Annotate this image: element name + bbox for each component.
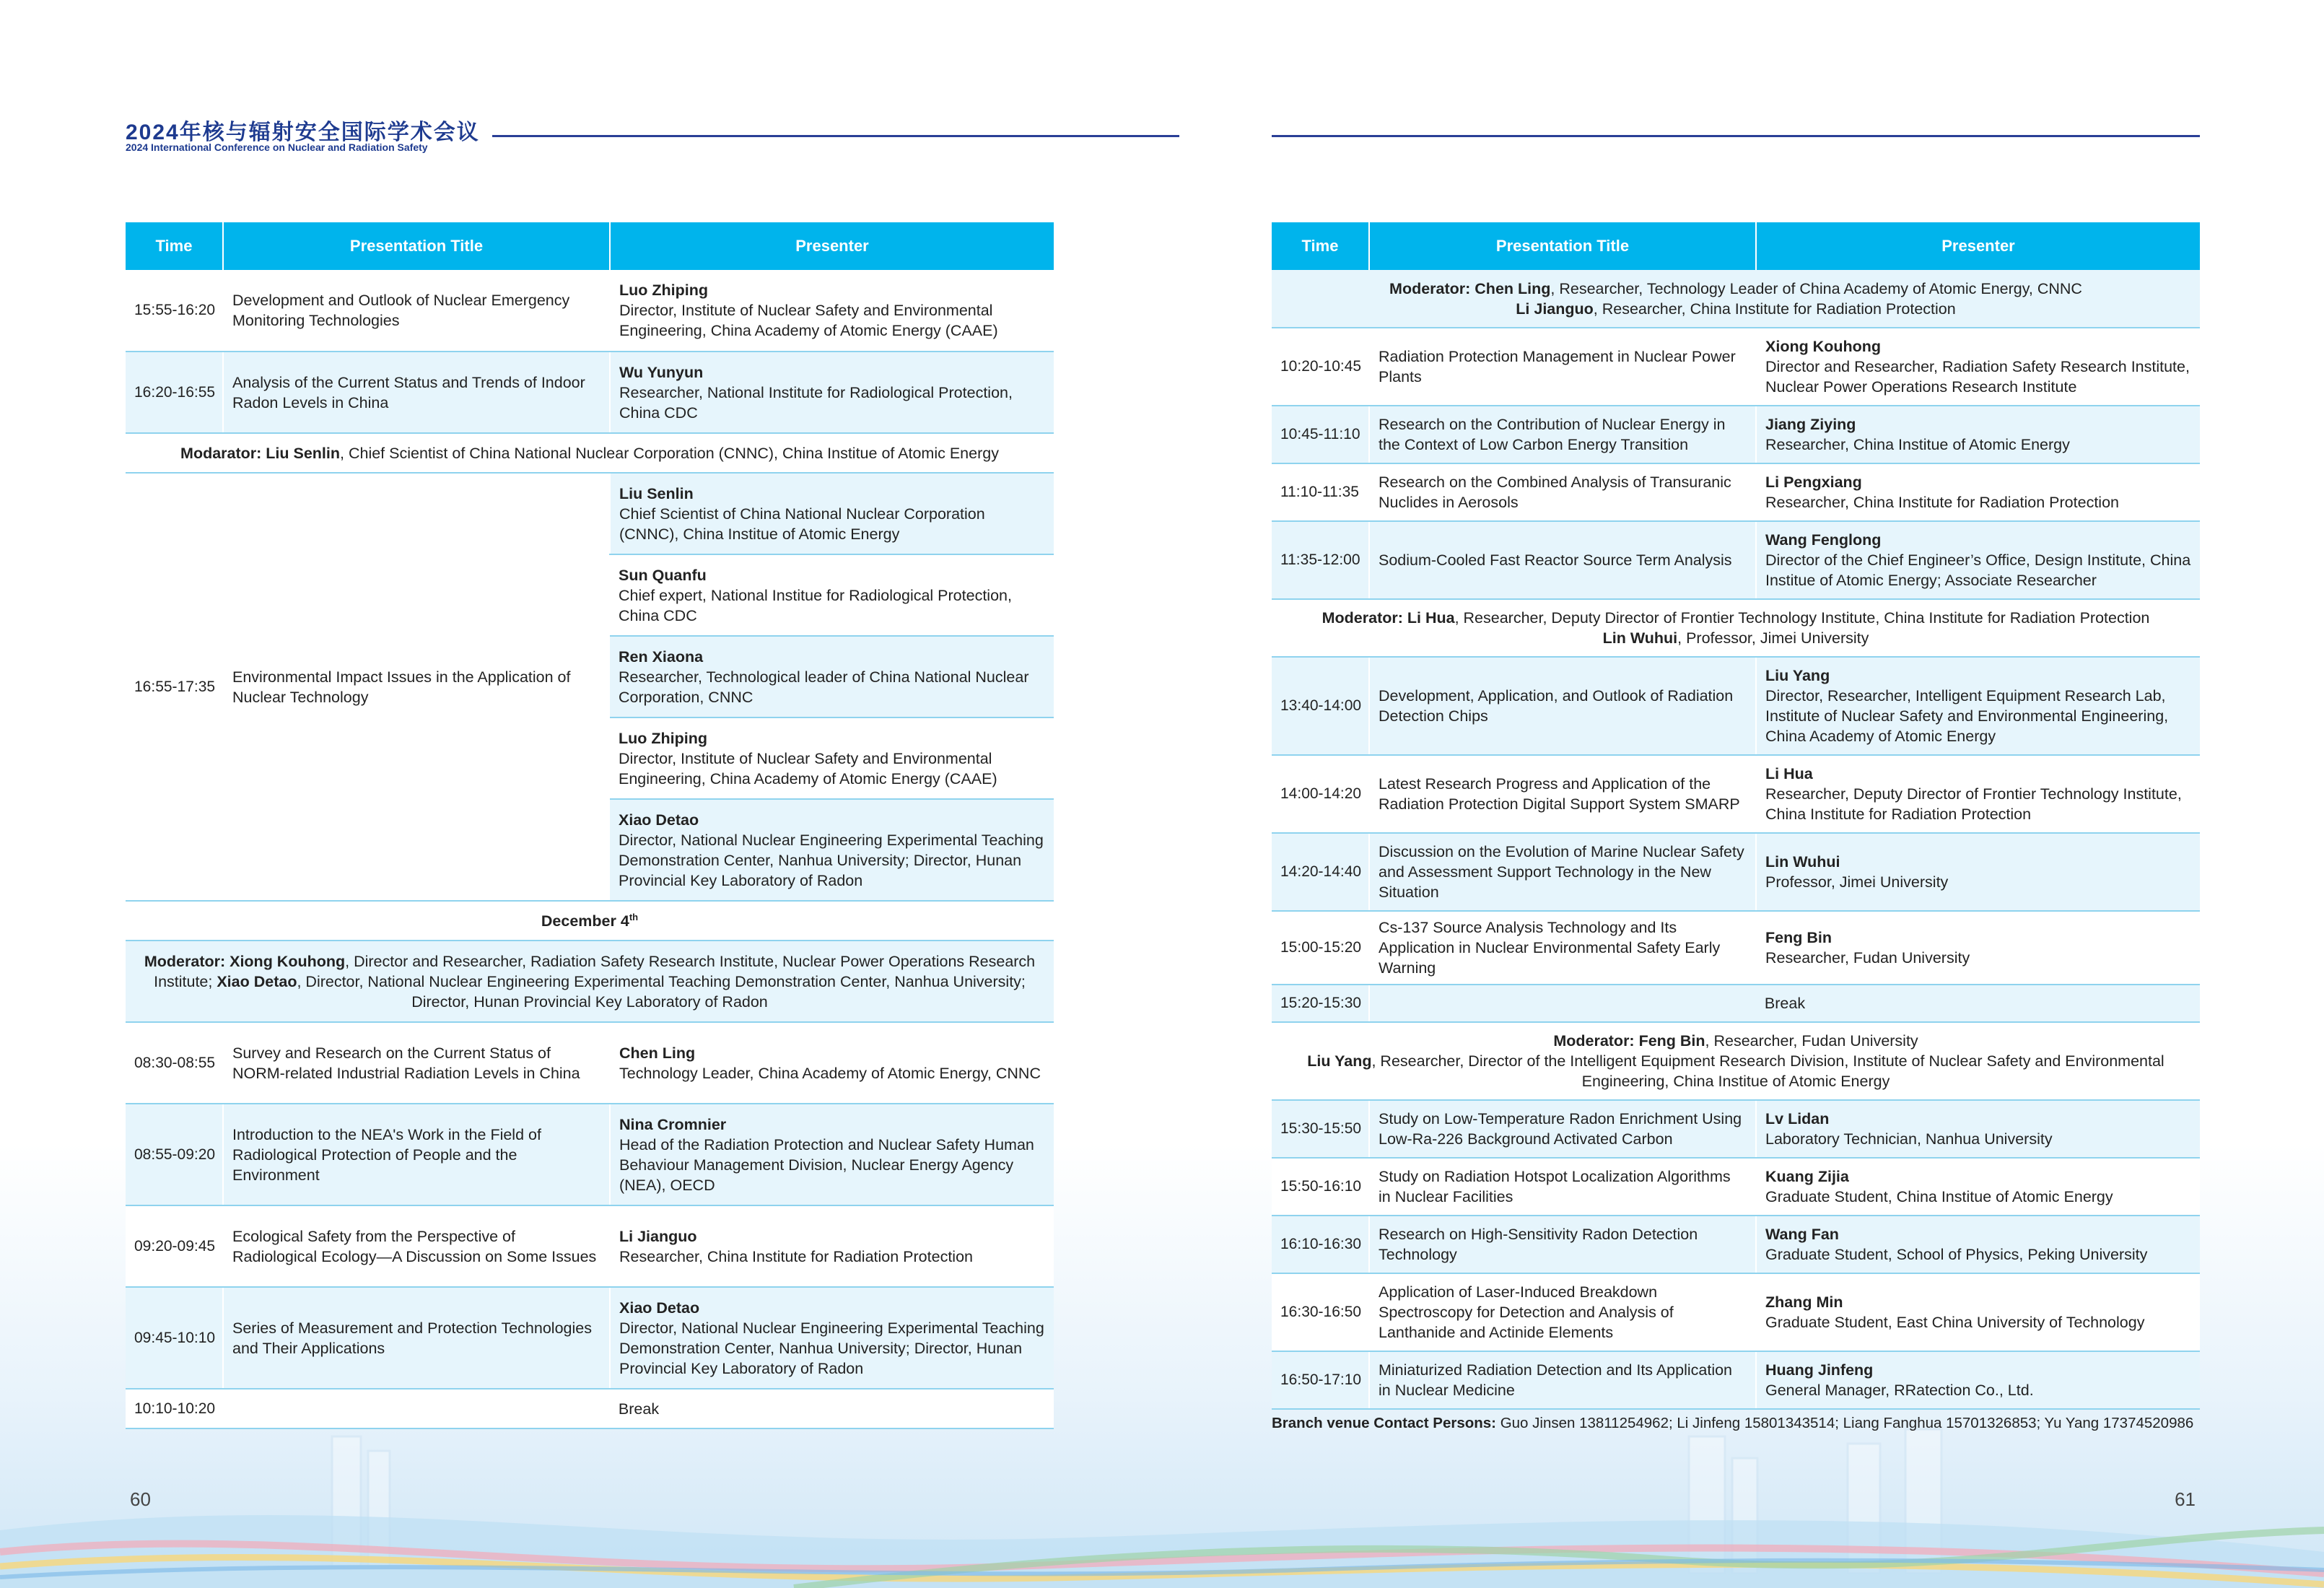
presenter-cell	[1756, 328, 2200, 406]
session-time: 16:10-16:30	[1272, 1216, 1369, 1273]
presentation-title: Research on the Contribution of Nuclear Energy in the Context of Low Carbon Energy Transition	[1369, 406, 1756, 463]
presenter-name: Liu Senlin	[619, 484, 694, 502]
table-row	[126, 1287, 1054, 1389]
moderator-text	[126, 433, 1054, 473]
presenter-name: Lv Lidan	[1765, 1110, 1830, 1127]
table-row	[1272, 463, 2200, 521]
schedule-table-left	[126, 222, 1054, 1429]
break-label: Break	[223, 1389, 1054, 1428]
presenter-cell	[1756, 406, 2200, 463]
session-time: 15:20-15:30	[1272, 985, 1369, 1022]
table-row	[126, 270, 1054, 352]
table-row	[1272, 657, 2200, 755]
table-row	[1272, 1351, 2200, 1409]
presenter-affiliation: Researcher, Fudan University	[1765, 949, 1970, 967]
table-row	[126, 473, 1054, 554]
moderator-label: Xiao Detao	[217, 972, 297, 990]
moderator-details: , Director and Researcher, Radiation Safety Research Institute, Nuclear Power Operations Research Institute;	[154, 952, 1036, 990]
table-row	[1272, 1158, 2200, 1216]
table-row	[1272, 911, 2200, 985]
presenter-name: Luo Zhiping	[619, 729, 707, 747]
moderator-details: , Researcher, Deputy Director of Frontier Technology Institute, China Institute for Radiation Protection	[1454, 609, 2150, 627]
presentation-title: Ecological Safety from the Perspective of Radiological Ecology—A Discussion on Some Issues	[223, 1205, 610, 1287]
day-text: December 4	[541, 912, 629, 930]
moderator-details: , Chief Scientist of China National Nuclear Corporation (CNNC), China Institue of Atomic Energy	[340, 444, 999, 462]
conference-title-en: 2024 International Conference on Nuclear and Radiation Safety	[126, 141, 428, 153]
presenter-affiliation: Director, National Nuclear Engineering Experimental Teaching Demonstration Center, Nanhua University; Director, Hunan Provincial Key Laboratory of Radon	[619, 1319, 1044, 1377]
presenter-name: Li Pengxiang	[1765, 474, 1862, 491]
presenter-affiliation: Graduate Student, School of Physics, Peking University	[1765, 1246, 2148, 1263]
moderator-label: Moderator: Li Hua	[1322, 609, 1455, 627]
table-row	[1272, 755, 2200, 833]
presenter-cell	[1756, 833, 2200, 911]
page-number: 61	[2175, 1488, 2196, 1510]
table-row	[1272, 406, 2200, 463]
presenter-affiliation: Researcher, China Institute for Radiation Protection	[619, 1247, 973, 1265]
session-time: 15:50-16:10	[1272, 1158, 1369, 1216]
presentation-title: Analysis of the Current Status and Trends of Indoor Radon Levels in China	[223, 352, 610, 433]
presentation-title: Discussion on the Evolution of Marine Nuclear Safety and Assessment Support Technology in the New Situation	[1369, 833, 1756, 911]
moderator-details: , Professor, Jimei University	[1677, 629, 1869, 647]
table-row	[1272, 1216, 2200, 1273]
presenter-name: Xiao Detao	[619, 811, 699, 829]
presentation-title: Development, Application, and Outlook of Radiation Detection Chips	[1369, 657, 1756, 755]
presenter-affiliation: Chief expert, National Institue for Radiological Protection, China CDC	[619, 586, 1012, 624]
session-time: 10:45-11:10	[1272, 406, 1369, 463]
presenter-name: Wu Yunyun	[619, 363, 704, 381]
session-time: 11:10-11:35	[1272, 463, 1369, 521]
table-row	[1272, 521, 2200, 599]
presenter-cell	[610, 799, 1054, 901]
day-suffix: th	[629, 911, 639, 922]
presenter-name: Xiong Kouhong	[1765, 338, 1882, 355]
presenter-cell	[610, 1022, 1054, 1104]
table-row	[1272, 328, 2200, 406]
presenter-affiliation: Researcher, China Institute for Radiation Protection	[1765, 494, 2119, 511]
presenter-affiliation: Professor, Jimei University	[1765, 873, 1949, 891]
header-rule	[492, 135, 1179, 137]
session-time: 15:00-15:20	[1272, 911, 1369, 985]
col-header-time: Time	[1272, 222, 1369, 270]
presenter-affiliation: Director of the Chief Engineer’s Office, Design Institute, China Institue of Atomic Energy; Associate Researcher	[1765, 551, 2191, 589]
session-time: 11:35-12:00	[1272, 521, 1369, 599]
presenter-affiliation: Director, Institute of Nuclear Safety and Environmental Engineering, China Academy of Atomic Energy (CAAE)	[619, 302, 998, 339]
presentation-title: Radiation Protection Management in Nuclear Power Plants	[1369, 328, 1756, 406]
moderator-text	[1272, 599, 2200, 657]
presenter-name: Feng Bin	[1765, 929, 1832, 946]
presenter-cell	[1756, 911, 2200, 985]
presenter-cell	[610, 717, 1054, 799]
presenter-name: Lin Wuhui	[1765, 853, 1840, 871]
session-time: 14:20-14:40	[1272, 833, 1369, 911]
day-row	[126, 901, 1054, 941]
session-time: 09:20-09:45	[126, 1205, 223, 1287]
moderator-details: , Researcher, Director of the Intelligent Equipment Research Division, Institute of Nuclear Safety and Environmental Engineering, China Institue of Atomic Energy	[1371, 1052, 2164, 1090]
table-row	[126, 352, 1054, 433]
session-time: 16:55-17:35	[126, 473, 223, 901]
presentation-title: Environmental Impact Issues in the Application of Nuclear Technology	[223, 473, 610, 901]
presenter-name: Wang Fenglong	[1765, 531, 1882, 549]
presentation-title: Introduction to the NEA's Work in the Field of Radiological Protection of People and the Environment	[223, 1104, 610, 1205]
col-header-time: Time	[126, 222, 223, 270]
presentation-title: Study on Radiation Hotspot Localization Algorithms in Nuclear Facilities	[1369, 1158, 1756, 1216]
presenter-name: Zhang Min	[1765, 1293, 1843, 1311]
presenter-affiliation: Director, Institute of Nuclear Safety and Environmental Engineering, China Academy of Atomic Energy (CAAE)	[619, 749, 997, 788]
col-header-presenter: Presenter	[1756, 222, 2200, 270]
session-time: 10:20-10:45	[1272, 328, 1369, 406]
presenter-name: Li Jianguo	[619, 1227, 697, 1245]
moderator-text	[1272, 1022, 2200, 1100]
session-time: 08:55-09:20	[126, 1104, 223, 1205]
presenter-cell	[610, 554, 1054, 636]
conference-title-cn: 2024年核与辐射安全国际学术会议	[126, 121, 480, 144]
presenter-affiliation: Laboratory Technician, Nanhua University	[1765, 1130, 2053, 1148]
schedule-table-right	[1272, 222, 2200, 1410]
presenter-affiliation: Graduate Student, East China University of Technology	[1765, 1314, 2145, 1331]
col-header-title: Presentation Title	[223, 222, 610, 270]
presenter-name: Li Hua	[1765, 765, 1813, 782]
moderator-label: Li Jianguo	[1516, 300, 1594, 318]
moderator-row	[126, 941, 1054, 1022]
moderator-label: Moderator: Chen Ling	[1389, 279, 1551, 297]
session-time: 09:45-10:10	[126, 1287, 223, 1389]
moderator-text	[1272, 270, 2200, 328]
presenter-cell	[1756, 1158, 2200, 1216]
contact-details: Guo Jinsen 13811254962; Li Jinfeng 15801343514; Liang Fanghua 15701326853; Yu Yang 17374520986	[1496, 1415, 2194, 1431]
presenter-name: Jiang Ziying	[1765, 416, 1856, 433]
page-number: 60	[130, 1488, 151, 1510]
moderator-details: , Researcher, Technology Leader of China Academy of Atomic Energy, CNNC	[1550, 279, 2082, 297]
session-time: 08:30-08:55	[126, 1022, 223, 1104]
presenter-cell	[1756, 657, 2200, 755]
session-time: 15:30-15:50	[1272, 1100, 1369, 1158]
presenter-cell	[610, 1287, 1054, 1389]
presenter-cell	[610, 352, 1054, 433]
session-time: 16:50-17:10	[1272, 1351, 1369, 1409]
moderator-label: Lin Wuhui	[1602, 629, 1678, 647]
break-label: Break	[1369, 985, 2200, 1022]
moderator-row	[1272, 270, 2200, 328]
presenter-name: Xiao Detao	[619, 1299, 700, 1317]
moderator-details: , Researcher, China Institute for Radiation Protection	[1593, 300, 1956, 318]
moderator-details: , Researcher, Fudan University	[1705, 1032, 1918, 1050]
session-time: 16:30-16:50	[1272, 1273, 1369, 1351]
presenter-name: Ren Xiaona	[619, 647, 704, 666]
presenter-affiliation: Chief Scientist of China National Nuclear Corporation (CNNC), China Institue of Atomic Energy	[619, 505, 985, 543]
presenter-affiliation: Graduate Student, China Institue of Atomic Energy	[1765, 1188, 2113, 1205]
presenter-cell	[1756, 1351, 2200, 1409]
presentation-title: Study on Low-Temperature Radon Enrichment Using Low-Ra-226 Background Activated Carbon	[1369, 1100, 1756, 1158]
session-time: 16:20-16:55	[126, 352, 223, 433]
presenter-affiliation: Director, National Nuclear Engineering Experimental Teaching Demonstration Center, Nanhua University; Director, Hunan Provincial Key Laboratory of Radon	[619, 831, 1044, 889]
presenter-cell	[610, 1205, 1054, 1287]
moderator-row	[126, 433, 1054, 473]
table-row	[1272, 1273, 2200, 1351]
presenter-cell	[610, 270, 1054, 352]
presenter-cell	[1756, 463, 2200, 521]
presenter-name: Sun Quanfu	[619, 566, 707, 584]
presenter-name: Kuang Zijia	[1765, 1168, 1849, 1185]
header-rule	[1272, 135, 2200, 137]
session-time: 10:10-10:20	[126, 1389, 223, 1428]
presenter-cell	[610, 473, 1054, 554]
presentation-title: Development and Outlook of Nuclear Emergency Monitoring Technologies	[223, 270, 610, 352]
presenter-affiliation: General Manager, RRatection Co., Ltd.	[1765, 1382, 2034, 1399]
presenter-name: Liu Yang	[1765, 667, 1830, 684]
presentation-title: Latest Research Progress and Application of the Radiation Protection Digital Support System SMARP	[1369, 755, 1756, 833]
day-heading	[126, 901, 1054, 941]
presenter-name: Wang Fan	[1765, 1226, 1839, 1243]
table-row	[126, 1205, 1054, 1287]
presentation-title: Miniaturized Radiation Detection and Its Application in Nuclear Medicine	[1369, 1351, 1756, 1409]
table-row	[126, 1104, 1054, 1205]
presentation-title: Research on the Combined Analysis of Transuranic Nuclides in Aerosols	[1369, 463, 1756, 521]
presentation-title: Sodium-Cooled Fast Reactor Source Term Analysis	[1369, 521, 1756, 599]
presenter-cell	[610, 636, 1054, 717]
presenter-name: Chen Ling	[619, 1044, 696, 1062]
table-row	[126, 1022, 1054, 1104]
presenter-affiliation: Director and Researcher, Radiation Safety Research Institute, Nuclear Power Operations Research Institute	[1765, 358, 2190, 396]
presenter-cell	[610, 1104, 1054, 1205]
presenter-affiliation: Researcher, Deputy Director of Frontier Technology Institute, China Institute for Radiation Protection	[1765, 785, 2182, 823]
left-page	[126, 0, 1054, 1588]
presentation-title: Research on High-Sensitivity Radon Detection Technology	[1369, 1216, 1756, 1273]
presentation-title: Survey and Research on the Current Status of NORM-related Industrial Radiation Levels in China	[223, 1022, 610, 1104]
session-time: 13:40-14:00	[1272, 657, 1369, 755]
moderator-label: Moderator: Xiong Kouhong	[144, 952, 346, 970]
right-page	[1272, 0, 2200, 1588]
contact-persons	[1272, 1415, 2193, 1432]
moderator-details: , Director, National Nuclear Engineering Experimental Teaching Demonstration Center, Nanhua University; Director, Hunan Provincial Key Laboratory of Radon	[297, 972, 1026, 1011]
presenter-name: Huang Jinfeng	[1765, 1361, 1874, 1379]
moderator-row	[1272, 599, 2200, 657]
moderator-label: Liu Yang	[1307, 1052, 1372, 1070]
presenter-cell	[1756, 1100, 2200, 1158]
contact-label: Branch venue Contact Persons:	[1272, 1415, 1496, 1431]
moderator-label: Modarator: Liu Senlin	[180, 444, 341, 462]
presentation-title: Application of Laser-Induced Breakdown Spectroscopy for Detection and Analysis of Lanthanide and Actinide Elements	[1369, 1273, 1756, 1351]
presenter-affiliation: Head of the Radiation Protection and Nuclear Safety Human Behaviour Management Division, Nuclear Energy Agency (NEA), OECD	[619, 1135, 1034, 1194]
presenter-cell	[1756, 1216, 2200, 1273]
presenter-name: Nina Cromnier	[619, 1115, 727, 1133]
presenter-affiliation: Researcher, National Institute for Radiological Protection, China CDC	[619, 383, 1013, 422]
session-time: 15:55-16:20	[126, 270, 223, 352]
col-header-presenter: Presenter	[610, 222, 1054, 270]
moderator-row	[1272, 1022, 2200, 1100]
session-time: 14:00-14:20	[1272, 755, 1369, 833]
moderator-text	[126, 941, 1054, 1022]
table-row	[1272, 1100, 2200, 1158]
presentation-title: Series of Measurement and Protection Technologies and Their Applications	[223, 1287, 610, 1389]
moderator-label: Moderator: Feng Bin	[1553, 1032, 1705, 1050]
presenter-cell	[1756, 755, 2200, 833]
presentation-title: Cs-137 Source Analysis Technology and Its Application in Nuclear Environmental Safety Early Warning	[1369, 911, 1756, 985]
presenter-affiliation: Researcher, Technological leader of China National Nuclear Corporation, CNNC	[619, 668, 1029, 706]
break-row	[126, 1389, 1054, 1428]
break-row	[1272, 985, 2200, 1022]
presenter-name: Luo Zhiping	[619, 282, 708, 299]
presenter-affiliation: Technology Leader, China Academy of Atomic Energy, CNNC	[619, 1064, 1041, 1082]
presenter-affiliation: Researcher, China Institue of Atomic Energy	[1765, 436, 2070, 453]
presenter-cell	[1756, 521, 2200, 599]
col-header-title: Presentation Title	[1369, 222, 1756, 270]
table-row	[1272, 833, 2200, 911]
presenter-cell	[1756, 1273, 2200, 1351]
presenter-affiliation: Director, Researcher, Intelligent Equipment Research Lab, Institute of Nuclear Safety and Environmental Engineering, China Academy of Atomic Energy	[1765, 687, 2169, 745]
